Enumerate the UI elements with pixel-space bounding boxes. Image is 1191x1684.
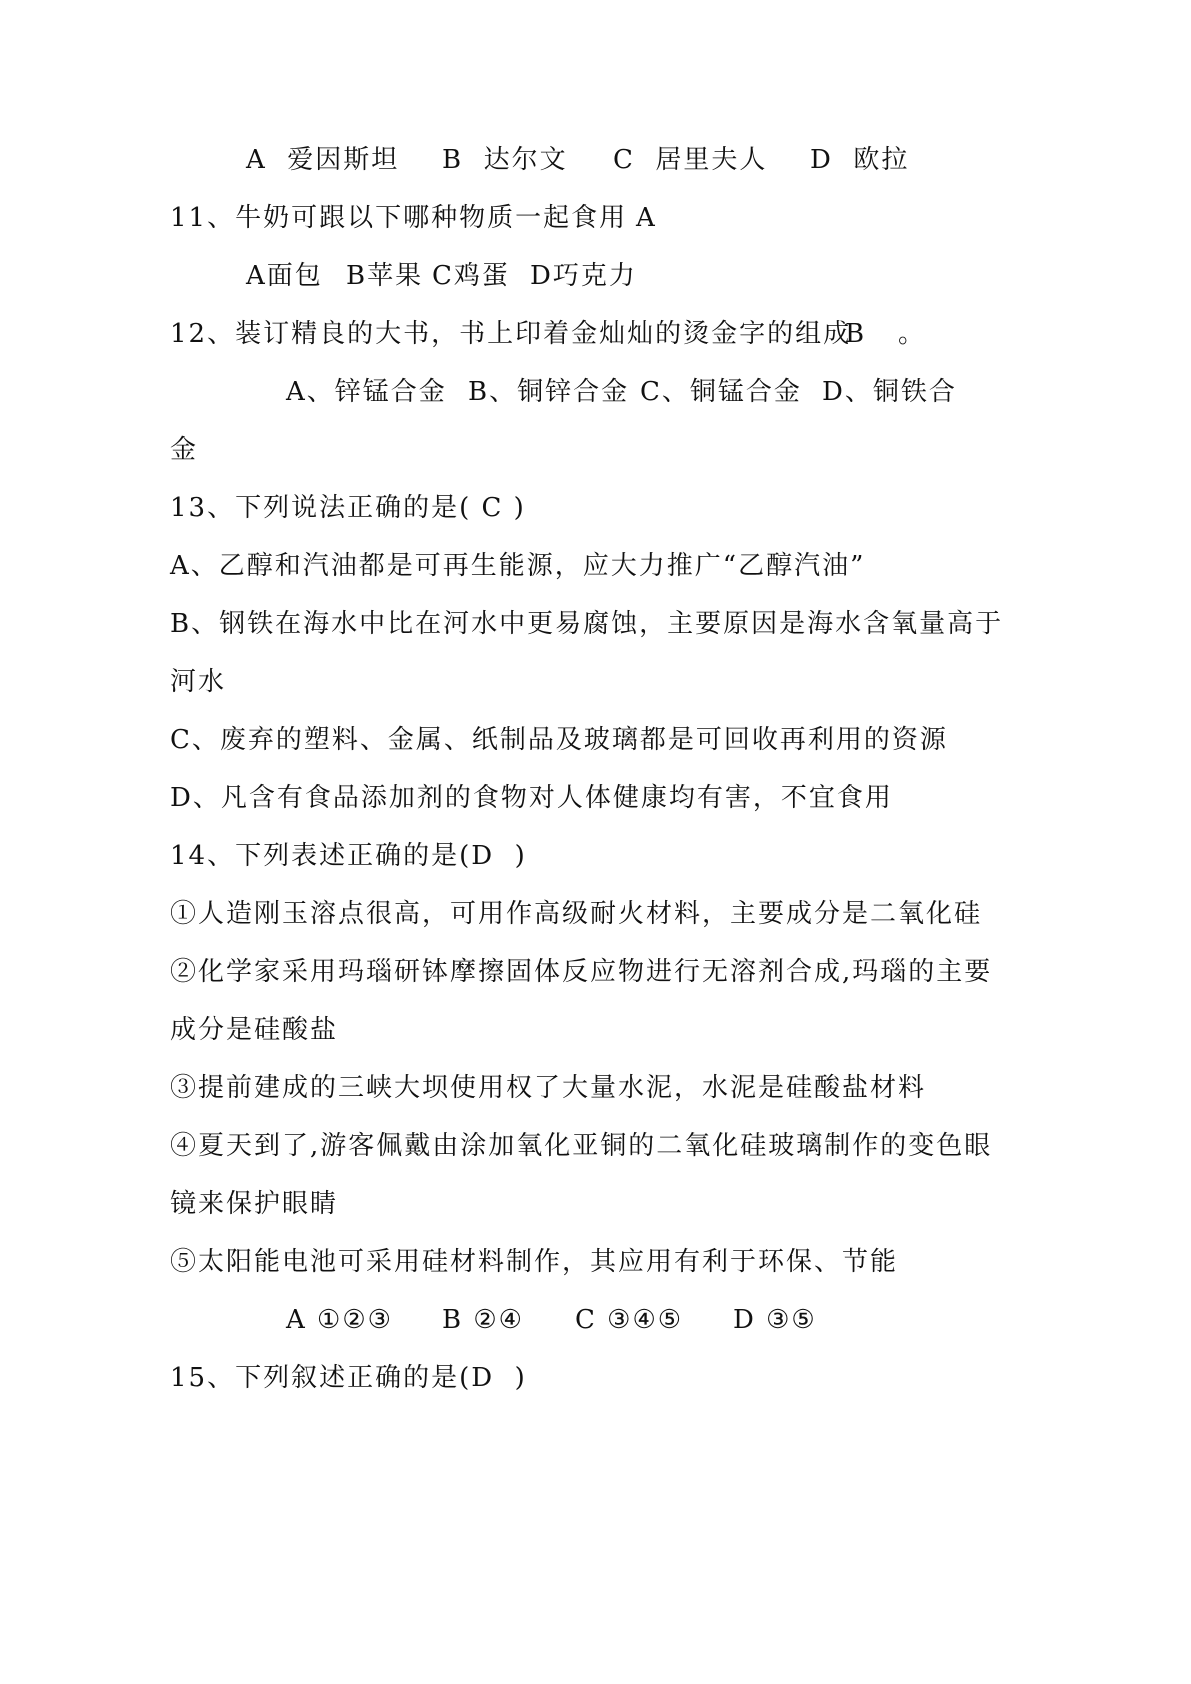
q11-option-b: B苹果 bbox=[346, 261, 424, 291]
q14-statement-1: ①人造刚玉溶点很高，可用作高级耐火材料，主要成分是二氧化硅 bbox=[170, 899, 983, 929]
q12-answer: B bbox=[845, 319, 867, 349]
q10-option-d: D 欧拉 bbox=[810, 145, 910, 175]
q13-option-b: B、钢铁在海水中比在河水中更易腐蚀，主要原因是海水含氧量高于 bbox=[170, 609, 1004, 639]
q12-option-d-wrap: 金 bbox=[170, 435, 199, 465]
q15-stem: 15、下列叙述正确的是(D ) bbox=[170, 1363, 527, 1393]
q11-option-a: A面包 bbox=[246, 261, 323, 291]
q14-option-c: C ③④⑤ bbox=[575, 1305, 684, 1335]
q12-option-c: C、铜锰合金 bbox=[640, 377, 802, 407]
q14-statement-2-wrap: 成分是硅酸盐 bbox=[170, 1015, 339, 1045]
q13-stem: 13、下列说法正确的是( C ) bbox=[170, 493, 526, 523]
q10-option-a: A 爱因斯坦 bbox=[246, 145, 400, 175]
q12-end-mark: 。 bbox=[898, 319, 927, 349]
q13-option-c: C、废弃的塑料、金属、纸制品及玻璃都是可回收再利用的资源 bbox=[170, 725, 948, 755]
q14-statement-4-wrap: 镜来保护眼睛 bbox=[170, 1189, 339, 1219]
q14-statement-2: ②化学家采用玛瑙研钵摩擦固体反应物进行无溶剂合成,玛瑙的主要 bbox=[170, 957, 993, 987]
q13-option-a: A、乙醇和汽油都是可再生能源，应大力推广“乙醇汽油” bbox=[170, 551, 866, 581]
q12-option-a: A、锌锰合金 bbox=[286, 377, 447, 407]
q12-option-b: B、铜锌合金 bbox=[468, 377, 630, 407]
q12-stem: 12、装订精良的大书，书上印着金灿灿的烫金字的组成 bbox=[170, 319, 852, 349]
q14-option-d: D ③⑤ bbox=[733, 1305, 817, 1335]
q11-option-c: C鸡蛋 bbox=[432, 261, 510, 291]
q10-option-c: C 居里夫人 bbox=[613, 145, 768, 175]
q14-option-a: A ①②③ bbox=[286, 1305, 393, 1335]
q14-statement-3: ③提前建成的三峡大坝使用权了大量水泥，水泥是硅酸盐材料 bbox=[170, 1073, 927, 1103]
q10-option-b: B 达尔文 bbox=[442, 145, 568, 175]
q14-option-b: B ②④ bbox=[442, 1305, 524, 1335]
q14-statement-5: ⑤太阳能电池可采用硅材料制作，其应用有利于环保、节能 bbox=[170, 1247, 899, 1277]
q11-stem: 11、牛奶可跟以下哪种物质一起食用 bbox=[170, 203, 628, 233]
q11-option-d: D巧克力 bbox=[530, 261, 637, 291]
q11-answer: A bbox=[636, 203, 657, 233]
q13-option-b-wrap: 河水 bbox=[170, 667, 227, 697]
q13-option-d: D、凡含有食品添加剂的食物对人体健康均有害，不宜食用 bbox=[170, 783, 893, 813]
q14-statement-4: ④夏天到了,游客佩戴由涂加氧化亚铜的二氧化硅玻璃制作的变色眼 bbox=[170, 1131, 993, 1161]
q12-option-d: D、铜铁合 bbox=[822, 377, 957, 407]
q14-stem: 14、下列表述正确的是(D ) bbox=[170, 841, 527, 871]
